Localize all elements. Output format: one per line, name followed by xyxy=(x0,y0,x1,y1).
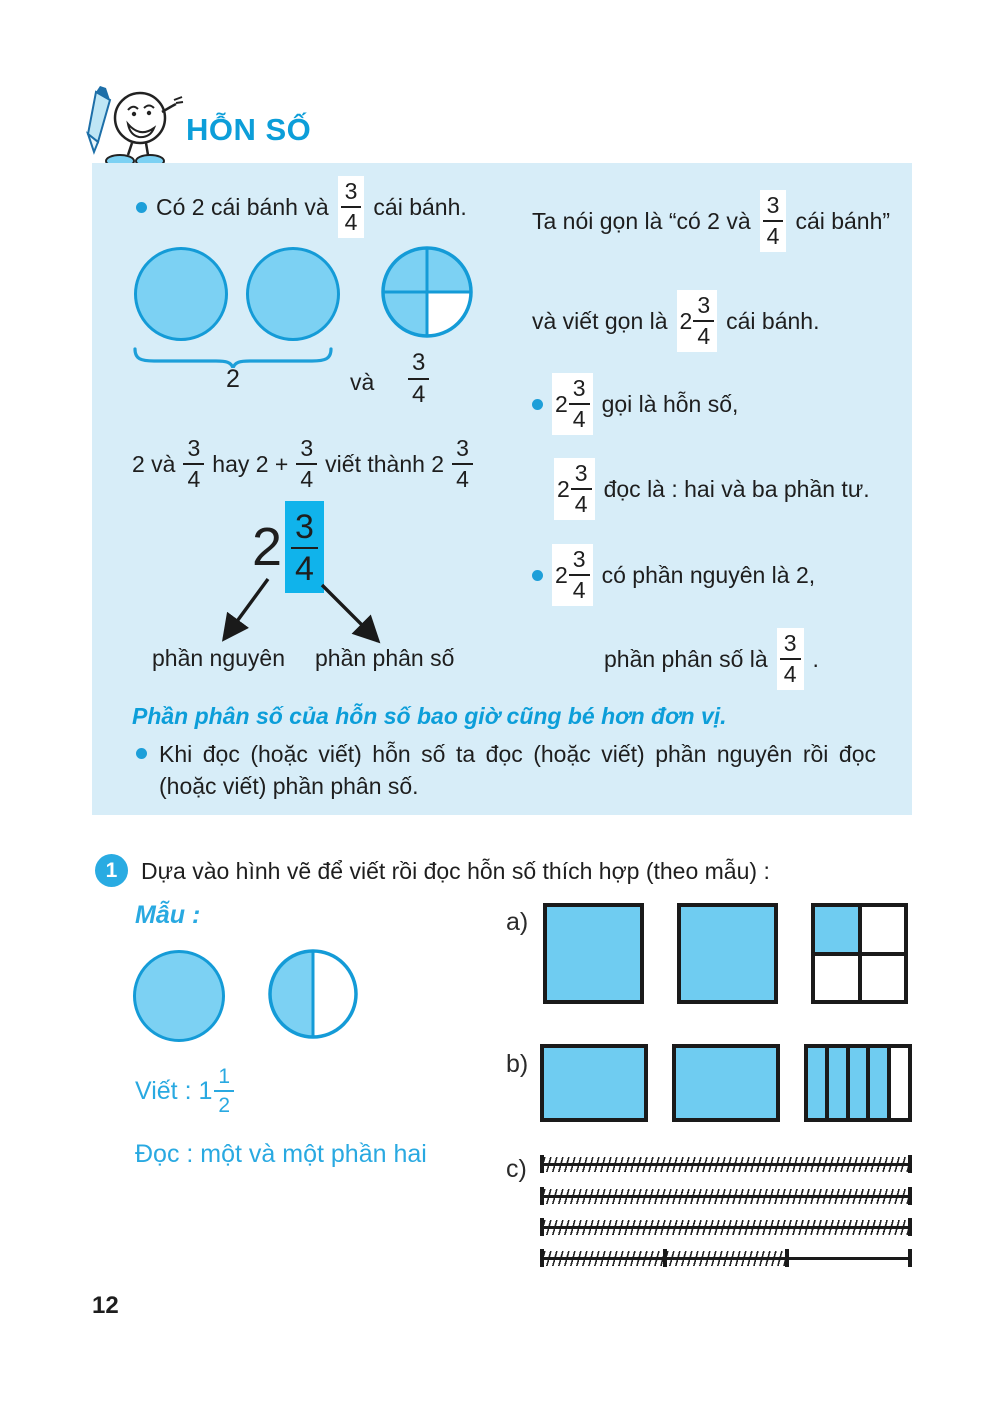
mixed-number-2-3-4: 2 3 4 xyxy=(552,544,593,606)
label-integer-part: phần nguyên xyxy=(152,645,286,671)
fraction-three-fourths: 3 4 xyxy=(777,628,804,690)
hatched-line-whole xyxy=(540,1187,912,1205)
right-line-3 xyxy=(532,368,738,440)
fraction-three-fourths: 3 4 xyxy=(760,190,787,252)
pointer-arrows xyxy=(210,575,400,649)
sample-write-line xyxy=(135,1066,234,1116)
right-line-1-post: cái bánh” xyxy=(795,207,891,234)
sample-label: Mẫu : xyxy=(135,901,201,929)
right-line-3-post: gọi là hỗn số, xyxy=(601,390,739,417)
lesson-intro-panel xyxy=(92,163,912,815)
filled-rectangle xyxy=(672,1044,780,1122)
key-note: Phần phân số của hỗn số bao giờ cũng bé hơn đơn vị. xyxy=(132,703,727,729)
whole-circle-2 xyxy=(246,247,340,341)
quarter-square xyxy=(811,903,908,1004)
right-line-2-pre: và viết gọn là xyxy=(532,307,668,334)
right-line-6-pre: phần phân số là xyxy=(604,645,768,672)
right-line-5 xyxy=(532,539,815,611)
page-title: HỖN SỐ xyxy=(186,112,312,147)
three-quarter-circle xyxy=(380,245,474,339)
and-word: và xyxy=(350,369,375,395)
intro-line-1-pre: Có 2 cái bánh và xyxy=(156,193,329,220)
item-b-label: b) xyxy=(506,1050,529,1078)
right-line-2 xyxy=(532,285,819,357)
intro-line-1 xyxy=(136,171,467,243)
right-line-5-post: có phần nguyên là 2, xyxy=(601,561,816,588)
item-b-figures xyxy=(540,1044,912,1122)
fraction-three-fourths: 3 4 xyxy=(183,437,204,491)
hatched-line-whole xyxy=(540,1155,912,1173)
hatched-line-two-thirds xyxy=(540,1249,912,1267)
filled-square xyxy=(543,903,644,1004)
item-a-figures xyxy=(543,903,908,1004)
item-c-label: c) xyxy=(506,1155,527,1183)
bullet-icon xyxy=(136,202,147,213)
tick-mark xyxy=(908,1218,912,1236)
sample-read-line: Đọc : một và một phần hai xyxy=(135,1140,427,1168)
intro-line-1-post: cái bánh. xyxy=(373,193,467,220)
fraction-three-fourths: 3 4 xyxy=(452,437,473,491)
fraction-highlight: $\frac{3}{4}$ xyxy=(285,501,324,593)
eq-text-2: hay 2 + xyxy=(212,450,289,477)
tick-mark xyxy=(908,1187,912,1205)
right-line-1-pre: Ta nói gọn là “có 2 và xyxy=(532,207,751,234)
item-a-label: a) xyxy=(506,908,529,936)
label-fraction-part: phần phân số xyxy=(315,645,455,671)
filled-square xyxy=(677,903,778,1004)
fraction-three-fourths: 3 4 xyxy=(338,176,365,238)
reading-rule xyxy=(136,739,876,802)
sample-half-circle xyxy=(267,948,359,1040)
tick-mark xyxy=(908,1155,912,1173)
four-fifths-rectangle xyxy=(804,1044,912,1122)
bullet-icon xyxy=(532,399,543,410)
mixed-number-2-3-4: 2 3 4 xyxy=(677,290,718,352)
big-mixed-number: 2 $\frac{3}{4}$ xyxy=(252,501,324,593)
page-number: 12 xyxy=(92,1292,119,1319)
equation-line xyxy=(132,431,473,497)
brace-count-label: 2 xyxy=(226,365,240,393)
fraction-three-fourths: $\frac{3}{4}$ xyxy=(408,351,429,407)
exercise-number-badge: 1 xyxy=(95,854,128,887)
bullet-icon xyxy=(136,748,147,759)
fraction-three-fourths: $\frac{3}{4}$ xyxy=(296,437,317,491)
mixed-number-2-3-4: 2 3 4 xyxy=(552,373,593,435)
filled-rectangle xyxy=(540,1044,648,1122)
right-line-4 xyxy=(554,453,870,525)
right-line-6-post: . xyxy=(812,645,819,672)
sample-whole-circle xyxy=(133,950,225,1042)
eq-text-1: 2 và xyxy=(132,450,176,477)
write-label: Viết : 1 xyxy=(135,1076,213,1105)
tick-mark xyxy=(908,1249,912,1267)
exercise-prompt: Dựa vào hình vẽ để viết rồi đọc hỗn số thích hợp (theo mẫu) : xyxy=(141,858,770,884)
right-line-6 xyxy=(604,623,819,695)
eq-text-3: viết thành 2 xyxy=(325,450,445,477)
right-line-1 xyxy=(532,185,890,257)
right-line-2-post: cái bánh. xyxy=(726,307,820,334)
hatched-line-whole xyxy=(540,1218,912,1236)
reading-rule-text: Khi đọc (hoặc viết) hỗn số ta đọc (hoặc viết) phần nguyên rồi đọc (hoặc viết) phần phân số. xyxy=(159,741,876,799)
right-line-4-post: đọc là : hai và ba phần tư. xyxy=(603,475,870,502)
mixed-number-2-3-4: 2 3 4 xyxy=(554,458,595,520)
whole-circle-1 xyxy=(134,247,228,341)
fraction-one-half: 1 2 xyxy=(214,1066,234,1116)
bullet-icon xyxy=(532,570,543,581)
